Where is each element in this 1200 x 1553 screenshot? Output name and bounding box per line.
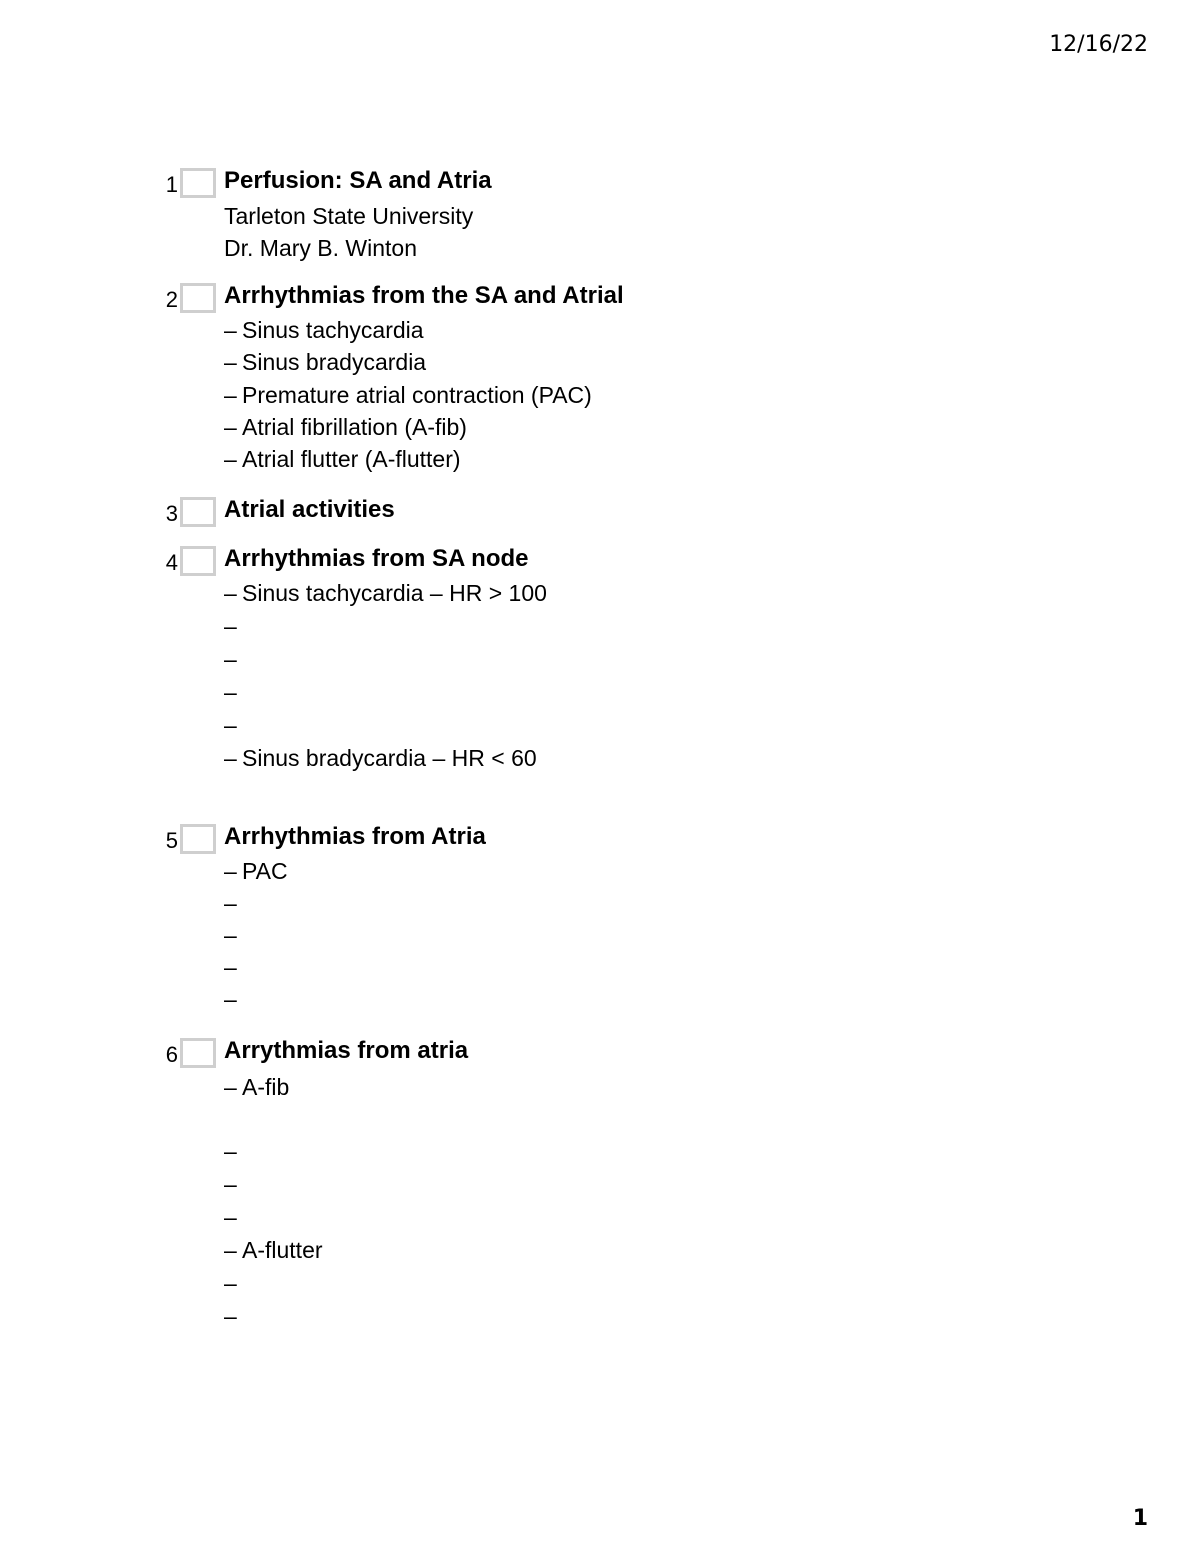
bullet-item: – Sinus bradycardia [224, 349, 427, 375]
bullet-item: – Atrial flutter (A-flutter) [224, 446, 461, 472]
page-number: 1 [1132, 1506, 1148, 1531]
slide-thumbnail [180, 497, 216, 527]
slide-title: Perfusion: SA and Atria [224, 167, 492, 194]
slide-thumbnail [180, 824, 216, 854]
bullet-item: – Sinus bradycardia – HR < 60 [224, 745, 537, 771]
bullet-item: – [224, 922, 237, 948]
bullet-item: – PAC [224, 858, 288, 884]
bullet-item: – Sinus tachycardia [224, 317, 424, 343]
slide-title: Arrhythmias from the SA and Atrial [224, 282, 624, 309]
bullet-item: – [224, 1303, 237, 1329]
slide-title: Atrial activities [224, 496, 395, 523]
bullet-item: – [224, 1138, 237, 1164]
slide-title: Arrhythmias from Atria [224, 823, 486, 850]
bullet-item: – [224, 679, 237, 705]
bullet-item: – [224, 890, 237, 916]
bullet-item: – A-fib [224, 1074, 290, 1100]
slide-thumbnail [180, 546, 216, 576]
slide-thumbnail [180, 283, 216, 313]
bullet-item: – [224, 1171, 237, 1197]
page-date: 12/16/22 [1049, 32, 1148, 57]
bullet-item: – [224, 986, 237, 1012]
slide-number: 3 [165, 501, 178, 526]
slide-title: Arrythmias from atria [224, 1037, 469, 1064]
slide-thumbnail [180, 1038, 216, 1068]
subtitle-line: Dr. Mary B. Winton [224, 235, 417, 261]
bullet-item: – Premature atrial contraction (PAC) [224, 382, 592, 408]
slide-number: 4 [165, 550, 178, 575]
bullet-item: – Sinus tachycardia – HR > 100 [224, 580, 547, 606]
subtitle-line: Tarleton State University [224, 203, 474, 229]
bullet-item: – [224, 646, 237, 672]
slide-number: 1 [165, 172, 178, 197]
slide-title: Arrhythmias from SA node [224, 545, 529, 572]
bullet-item: – [224, 712, 237, 738]
slide-number: 5 [165, 828, 178, 853]
slide-number: 6 [165, 1042, 178, 1067]
slide-thumbnail [180, 168, 216, 198]
slide-number: 2 [165, 287, 178, 312]
bullet-item: – Atrial fibrillation (A-fib) [224, 414, 467, 440]
bullet-item: – [224, 1204, 237, 1230]
bullet-item: – A-flutter [224, 1237, 323, 1263]
bullet-item: – [224, 954, 237, 980]
bullet-item: – [224, 613, 237, 639]
bullet-item: – [224, 1270, 237, 1296]
